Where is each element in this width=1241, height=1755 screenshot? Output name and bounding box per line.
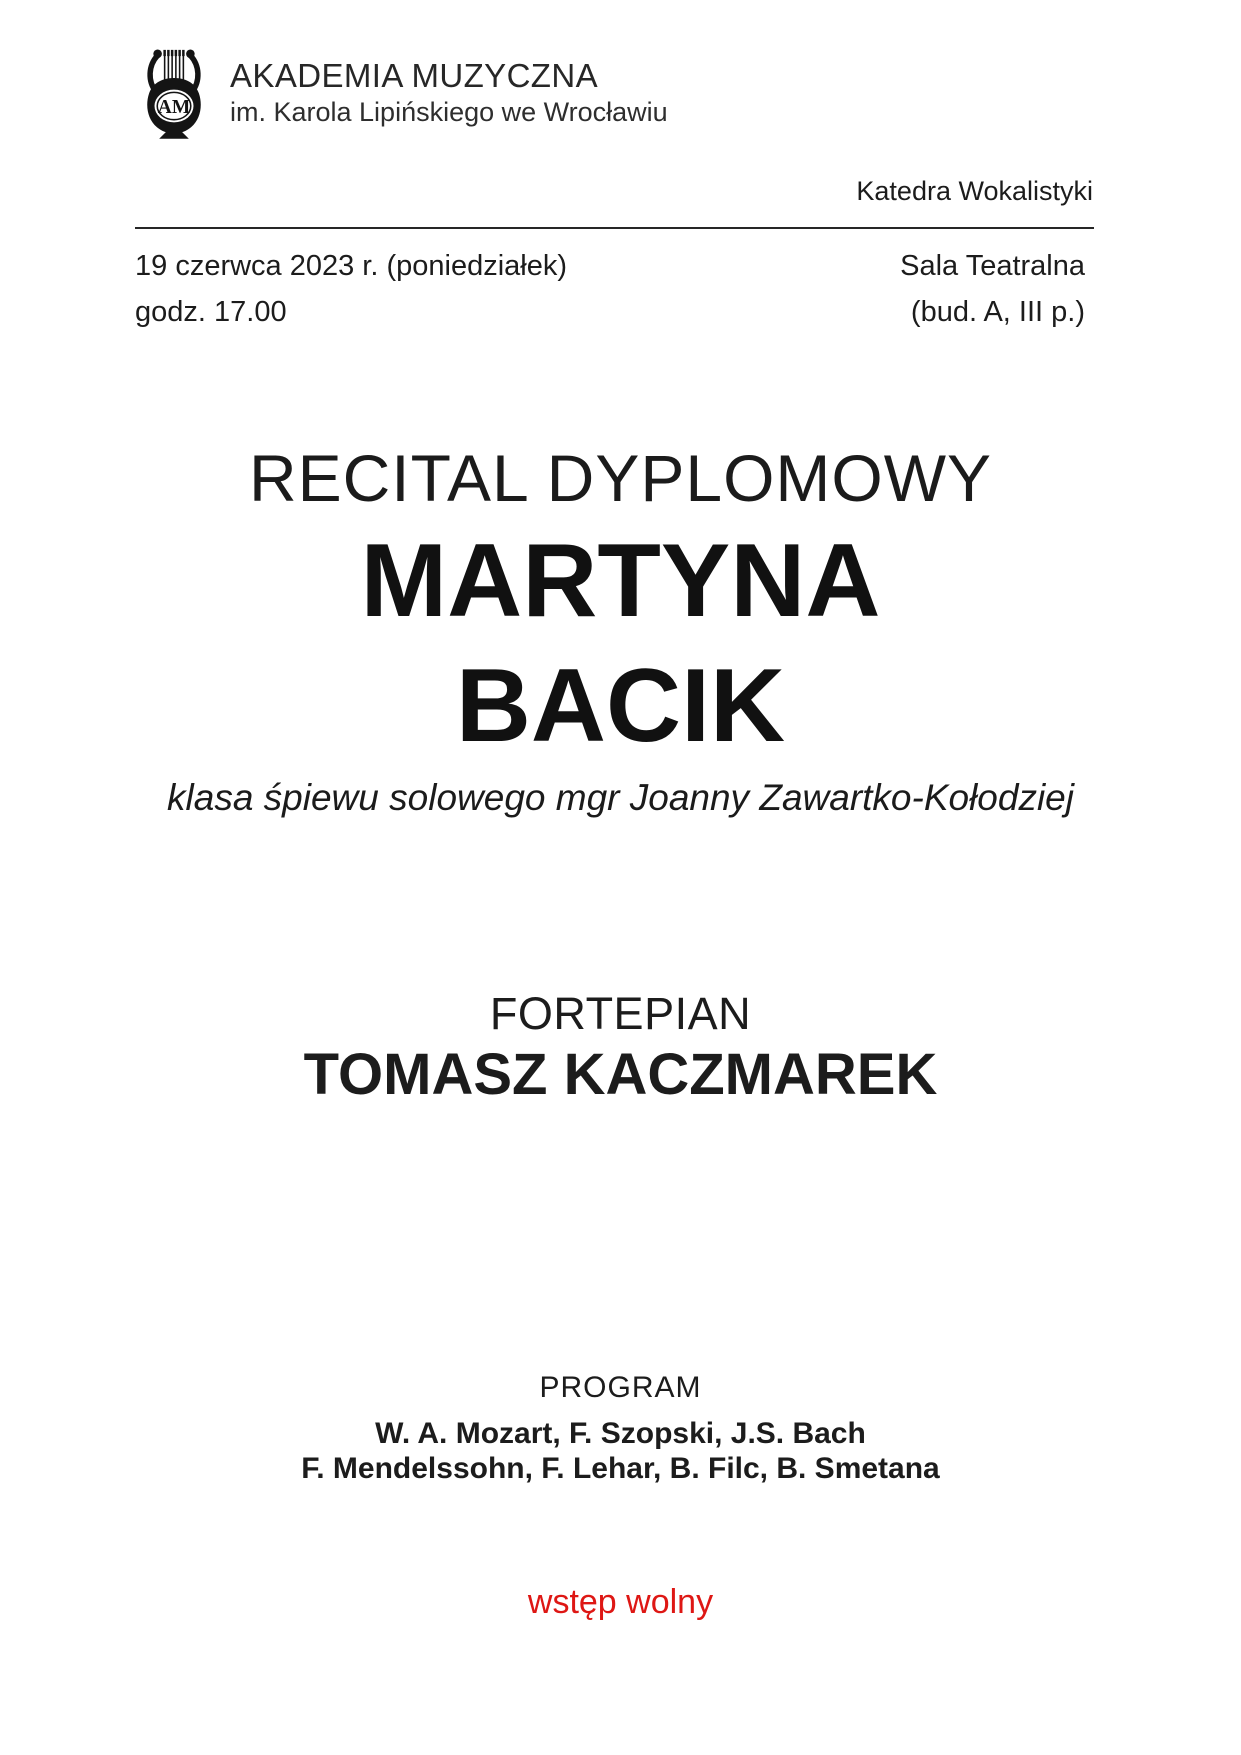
instrument-label: FORTEPIAN	[489, 987, 752, 1039]
admission-note: wstęp wolny	[527, 1583, 714, 1622]
academy-logo	[135, 45, 1241, 139]
performer-first-name: MARTYNA	[360, 522, 881, 639]
lyre-logo-icon	[135, 45, 213, 139]
accompanist-name: TOMASZ KACZMAREK	[303, 1042, 938, 1108]
program-composers	[0, 1416, 1241, 1487]
performer-last-name: BACIK	[455, 648, 786, 765]
academy-subtitle: im. Karola Lipińskiego we Wrocławiu	[230, 96, 668, 127]
program-section	[0, 1370, 1241, 1487]
event-info	[135, 243, 1085, 335]
accompanist-section	[0, 989, 1241, 1112]
composers-line-2: F. Mendelssohn, F. Lehar, B. Filc, B. Smetana	[301, 1451, 940, 1485]
event-type-title: RECITAL DYPLOMOWY	[248, 441, 993, 516]
academy-name: AKADEMIA MUZYCZNA	[230, 56, 599, 94]
academy-logo-text	[230, 56, 668, 127]
event-venue	[900, 243, 1085, 335]
department-label: Katedra Wokalistyki	[856, 176, 1093, 206]
venue-detail: (bud. A, III p.)	[910, 296, 1085, 329]
event-time: godz. 17.00	[135, 296, 287, 329]
header-divider	[135, 227, 1094, 229]
performer-name	[0, 519, 1241, 771]
class-info: klasa śpiewu solowego mgr Joanny Zawartko-Kołodziej	[167, 777, 1074, 819]
svg-text:AM: AM	[157, 97, 191, 119]
composers-line-1: W. A. Mozart, F. Szopski, J.S. Bach	[375, 1416, 866, 1450]
venue-name: Sala Teatralna	[900, 250, 1085, 283]
event-date: 19 czerwca 2023 r. (poniedziałek)	[135, 250, 568, 283]
program-heading: PROGRAM	[539, 1370, 702, 1404]
event-datetime	[135, 243, 567, 335]
